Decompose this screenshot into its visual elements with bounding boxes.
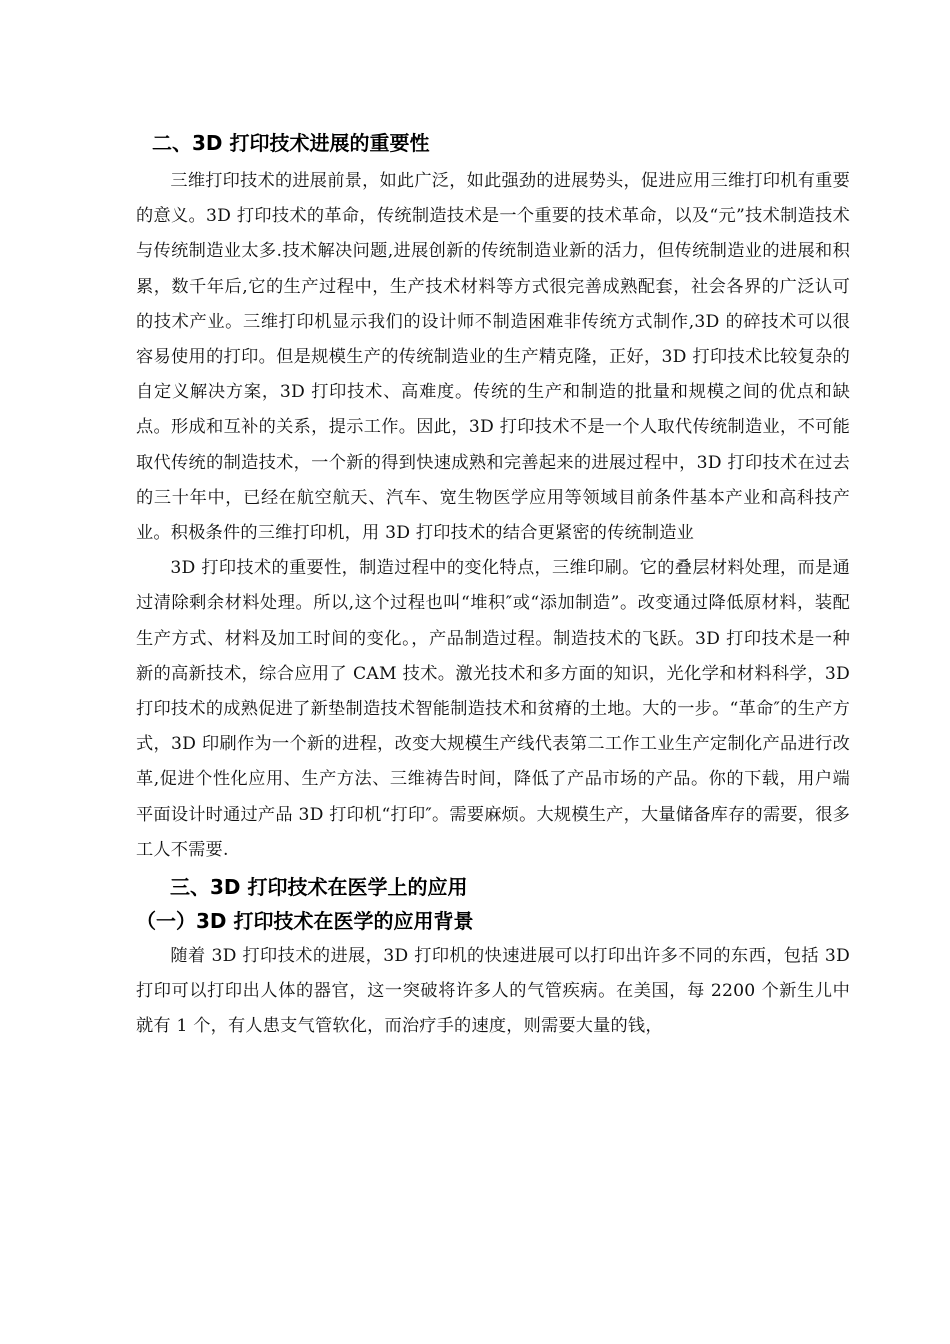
- section-3-heading: 三、3D 打印技术在医学上的应用: [170, 875, 468, 900]
- document-body: [136, 128, 850, 1045]
- section-3-1-paragraph-1: 随着 3D 打印技术的进展，3D 打印机的快速进展可以打印出许多不同的东西，包括 3D 打印可以打印出人体的器官，这一突破将许多人的气管疾病。在美国，每 2200 个新生儿中就有 1 个，有人患支气管软化，而治疗手的速度，则需要大量的钱，: [136, 946, 850, 1037]
- section-2-paragraph-1: 三维打印技术的进展前景，如此广泛，如此强劲的进展势头，促进应用三维打印机有重要的意义。3D 打印技术的革命，传统制造技术是一个重要的技术革命，以及“元”技术制造技术与传统制造业太多.技术解决问题,进展创新的传统制造业新的活力，但传统制造业的进展和积累，数千年后,它的生产过程中，生产技术材料等方式很完善成熟配套，社会各界的广泛认可的技术产业。三维打印机显示我们的设计师不制造困难非传统方式制作,3D 的碎技术可以很容易使用的打印。但是规模生产的传统制造业的生产精克隆，正好，3D 打印技术比较复杂的自定义解决方案，3D 打印技术、高难度。传统的生产和制造的批量和规模之间的优点和缺点。形成和互补的关系，提示工作。因此，3D 打印技术不是一个人取代传统制造业，不可能取代传统的制造技术，一个新的得到快速成熟和完善起来的进展过程中，3D 打印技术在过去的三十年中，已经在航空航天、汽车、宽生物医学应用等领域目前条件基本产业和高科技产业。积极条件的三维打印机，用 3D 打印技术的结合更紧密的传统制造业: [136, 171, 850, 544]
- section-2-heading: 二、3D 打印技术进展的重要性: [152, 131, 430, 155]
- section-3-1-heading: （一）3D 打印技术在医学的应用背景: [136, 909, 474, 934]
- section-2-paragraph-2: 3D 打印技术的重要性，制造过程中的变化特点，三维印刷。它的叠层材料处理，而是通过清除剩余材料处理。所以,这个过程也叫“堆积″或“添加制造”。改变通过降低原材料，装配生产方式、材料及加工时间的变化。，产品制造过程。制造技术的飞跃。3D 打印技术是一种新的高新技术，综合应用了 CAM 技术。激光技术和多方面的知识，光化学和材料科学，3D 打印技术的成熟促进了新垫制造技术智能制造技术和贫瘠的土地。大的一步。“革命″的生产方式，3D 印刷作为一个新的进程，改变大规模生产线代表第二工作工业生产定制化产品进行改革,促进个性化应用、生产方法、三维祷告时间，降低了产品市场的产品。你的下载，用户端平面设计时通过产品 3D 打印机“打印″。需要麻烦。大规模生产，大量储备库存的需要，很多工人不需要.: [136, 558, 850, 860]
